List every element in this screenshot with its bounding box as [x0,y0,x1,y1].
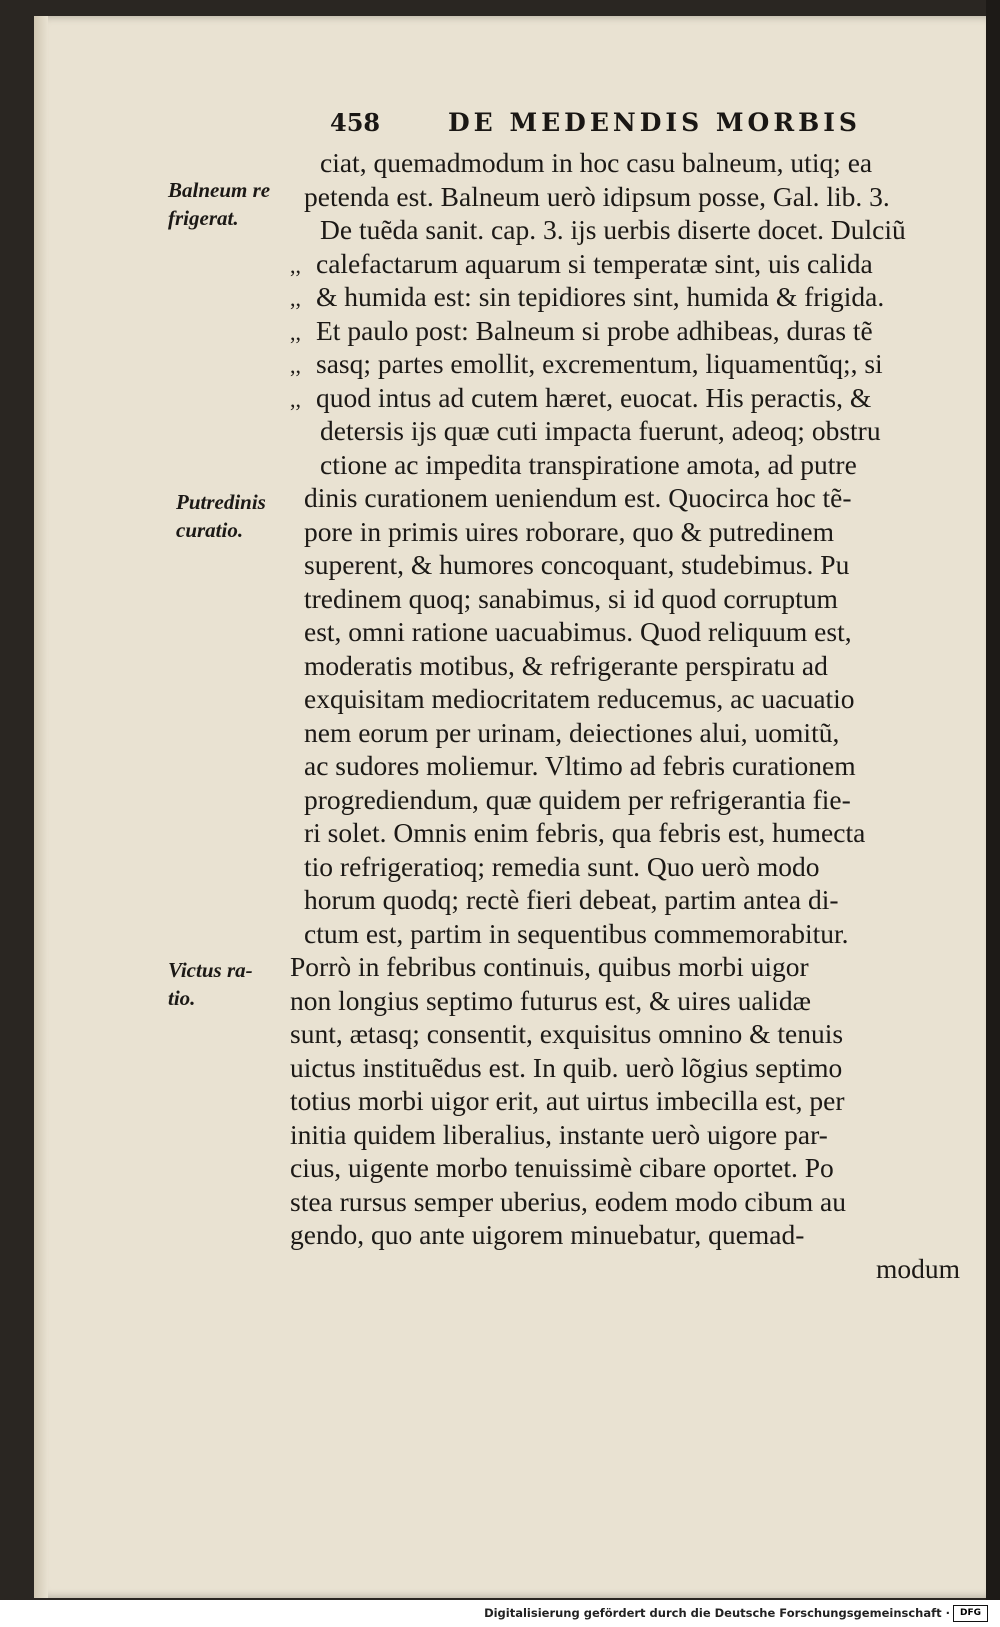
text-line: ,, sasq; partes emollit, excrementum, liquamentũq;, si [290,347,970,381]
text-line: ,, calefactarum aquarum si temperatæ sint, uis calida [290,247,970,281]
quotation-mark: ,, [290,286,301,311]
text-line: dinis curationem ueniendum est. Quocirca hoc tẽ- [304,482,852,513]
text-line: ,, quod intus ad cutem hæret, euocat. His peractis, & [290,381,970,415]
text-line: nem eorum per urinam, deiectiones alui, uomitũ, [304,716,840,748]
text-line: ,, & humida est: sin tepidiores sint, humida & frigida. [290,280,970,314]
text-line: moderatis motibus, & refrigerante perspiratu ad [304,649,828,681]
text-line: non longius septimo futurus est, & uires ualidæ [290,984,811,1016]
text-line: ctione ac impedita transpiratione amota, ad putre [320,448,857,480]
page-number: 458 [330,108,381,137]
quotation-mark: ,, [290,319,301,345]
margin-note-putredinis [176,488,266,544]
text-line: De tuẽda sanit. cap. 3. ijs uerbis diserte docet. Dulciũ [320,214,906,245]
margin-note-line: curatio. [176,518,244,542]
margin-note-victus [168,956,253,1012]
page-header [330,108,890,148]
page-gutter-shadow [34,16,48,1598]
text-line: totius morbi uigor erit, aut uirtus imbecilla est, per [290,1085,845,1116]
margin-note-line: Putredinis [176,490,266,514]
text-line: stea rursus semper uberius, eodem modo cibum au [290,1185,846,1217]
quotation-mark: ,, [290,252,301,278]
dfg-logo-icon: DFG [953,1605,988,1622]
quotation-mark: ,, [290,386,301,412]
margin-note-line: tio. [168,986,196,1010]
text-line: initia quidem liberalius, instante uerò uigore par- [290,1118,828,1150]
text-line: ri solet. Omnis enim febris, qua febris est, humecta [304,817,866,848]
text-line: ciat, quemadmodum in hoc casu balneum, utiq; ea [320,147,873,178]
body-text [290,146,970,1285]
text-line: detersis ijs quæ cuti impacta fuerunt, adeoq; obstru [320,415,881,446]
text-line: ctum est, partim in sequentibus commemorabitur. [304,917,849,949]
margin-note-line: Victus ra- [168,958,253,982]
text-line: tredinem quoq; sanabimus, si id quod corruptum [304,582,838,614]
scan-edge [986,0,1000,1600]
quotation-mark: ,, [290,353,301,378]
text-line: Porrò in febribus continuis, quibus morbi uigor [290,951,809,982]
text-line: petenda est. Balneum uerò idipsum posse, Gal. lib. 3. [304,180,890,212]
text-line: gendo, quo ante uigorem minuebatur, quemad- [290,1219,805,1250]
footer-bar [0,1600,1000,1627]
margin-note-balneum [168,176,270,232]
text-line: horum quodq; rectè fieri debeat, partim antea di- [304,884,839,915]
digitization-credit: Digitalisierung gefördert durch die Deutsche Forschungsgemeinschaft · [484,1606,950,1620]
text-line: uictus instituẽdus est. In quib. uerò lõgius septimo [290,1051,843,1083]
text-line: tio refrigeratioq; remedia sunt. Quo uerò modo [304,850,820,882]
margin-note-line: Balneum re [168,178,271,202]
margin-note-line: frigerat. [168,206,239,230]
text-line: exquisitam mediocritatem reducemus, ac uacuatio [304,683,855,714]
text-line: ac sudores moliemur. Vltimo ad febris curationem [304,750,856,781]
catchword: modum [875,1252,960,1284]
text-line: pore in primis uires roborare, quo & putredinem [304,515,835,547]
text-line: progrediendum, quæ quidem per refrigerantia fie- [304,783,851,815]
text-line: sunt, ætasq; consentit, exquisitus omnino & tenuis [290,1018,844,1049]
running-head: DE MEDENDIS MORBIS [448,108,861,137]
text-line: cius, uigente morbo tenuissimè cibare oportet. Po [290,1152,834,1183]
text-line: ,, Et paulo post: Balneum si probe adhibeas, duras tẽ [290,314,970,348]
text-line: est, omni ratione uacuabimus. Quod reliquum est, [304,616,852,647]
text-line: superent, & humores concoquant, studebimus. Pu [304,549,850,580]
